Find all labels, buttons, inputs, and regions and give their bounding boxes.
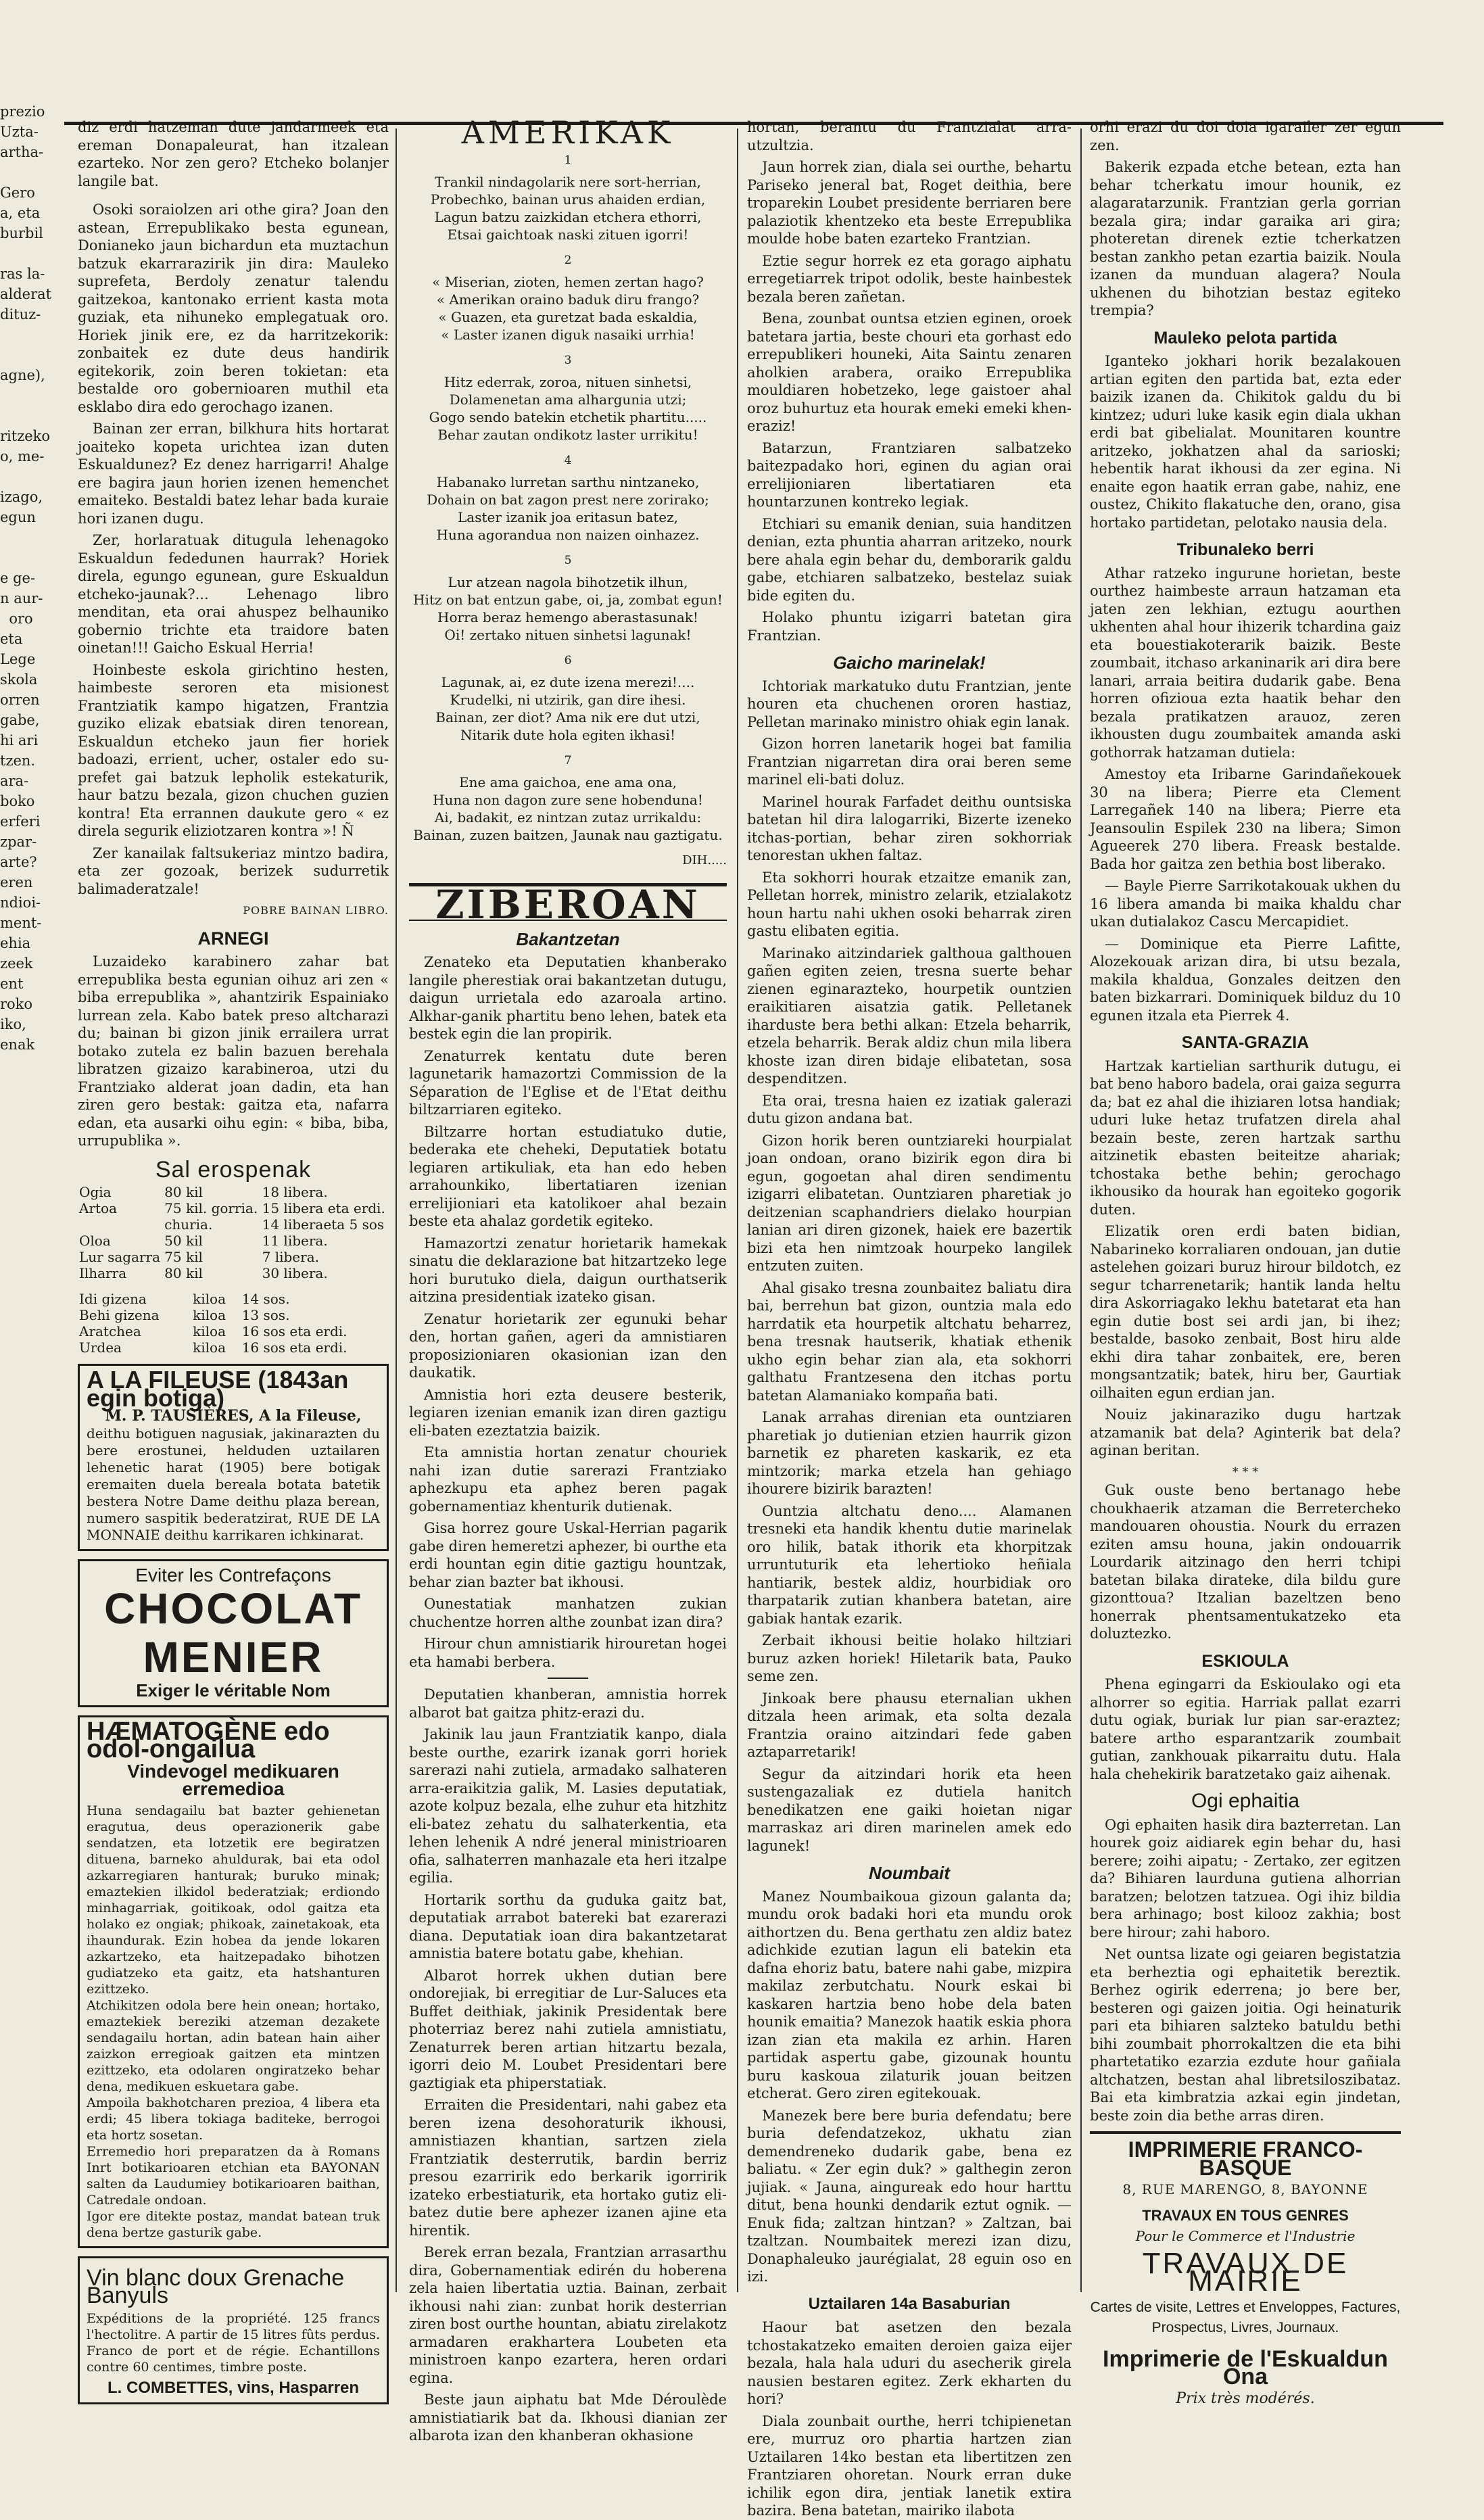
poem-stanza [409, 473, 727, 544]
poem-stanza [409, 173, 727, 243]
article-text: hortan, berantu du Frantzialat arra-utzultzia. [747, 119, 1072, 153]
article-text: Bakerik ezpada etche betean, ezta han behar tcherkatu imour hounik, ez alagaratarzunik. Frantzian gerla gorrian bezala gira; indar garaika ari gira; photeretan direnek eztie tcherkatzen bestan zankho petan ezartia baizik. Noula izanen da munduan alagera? Noula ukhenen du bihotzian bestaz egiteko trempia? [1090, 159, 1401, 318]
margin-fragment-line: eren [0, 874, 33, 890]
price-cell: 7 libera. [262, 1249, 319, 1265]
article-text: Gizon horren lanetarik hogei bat familia Frantzian nigarretan dira orai beren seme marinel eli-bati doluz. [747, 736, 1072, 788]
article-text: — Bayle Pierre Sarrikotakouak ukhen du 16 libera amanda bi maika khaldu char ukan dutialakoz Cascu Mercapidiet. [1090, 878, 1401, 930]
separator-stars: * * * [1232, 1465, 1259, 1479]
section-heading: Uztailaren 14a Basaburian [808, 2294, 1011, 2313]
section-heading: ARNEGI [197, 928, 269, 949]
price-cell: Behi gizena [79, 1307, 160, 1323]
poem-line: « Miserian, zioten, hemen zertan hago? [432, 273, 704, 290]
margin-fragment-line: o, me- [0, 448, 45, 465]
article-text: Beste jaun aiphatu bat Mde Déroulède amnistiatiarik bat da. Ikhousi dianian zer albarota izan den khanberan okhasione [409, 2392, 727, 2444]
article-text: Diala zounbait ourthe, herri tchipienetan ere, murruz oro phartia hartzen zian Uztailaren 14ko bestan eta libertitzen zen Frantziaren ohoretan. Nourk erran duke ichilik egon dira, jentiak lanetik extira bazira. Bena batetan, mairiko ilabota [747, 2412, 1072, 2519]
column-divider [737, 128, 738, 2292]
poem-line: Nitarik dute hola egiten ikhasi! [460, 726, 675, 743]
ad-text: Igor ere ditekte postaz, mandat batean truk dena bertze gasturik gabe. [87, 2208, 380, 2240]
margin-fragment-line: a, eta [0, 205, 41, 221]
section-heading: Sal erospenak [155, 1156, 312, 1183]
margin-fragment-line: Gero [0, 185, 35, 201]
margin-fragment-line: roko [0, 996, 33, 1012]
price-row [78, 1200, 389, 1216]
price-cell: Aratchea [79, 1323, 141, 1339]
poem-line: Bainan, zer diot? Ama nik ere dut utzi, [435, 709, 700, 726]
margin-fragment-line: hi ari [0, 732, 39, 748]
ad-title: IMPRIMERIE FRANCO-BASQUE [1128, 2137, 1363, 2180]
margin-fragment-line [0, 325, 54, 345]
poem-stanza [409, 573, 727, 644]
ad-title: Vin blanc doux Grenache Banyuls [87, 2264, 345, 2308]
ad-subtitle: M. P. TAUSIÈRES, A la Fileuse, [105, 1407, 362, 1425]
poem-signature: DIH..... [682, 853, 727, 867]
margin-fragment-line: dituz- [0, 306, 41, 323]
poem-line: Behar zautan ondikotz laster urrikitu! [437, 426, 698, 443]
column-1 [78, 118, 389, 2397]
section-heading: Mauleko pelota partida [1153, 328, 1337, 348]
price-cell: kiloa [193, 1291, 226, 1307]
price-row [78, 1339, 389, 1356]
article-text: Guk ouste beno bertanago hebe choukhaerik atzaman die Berretercheko mandouaren ohoustia. Nourk du errazen eziten amsu houna, jakin ondouarrik Lourdarik aitzinago den herri tchipi batetan bilaka dirateke, dila bildu gure gizonttoua? Itzalian bazeltzen beno honerrak phentsamentukatzeko eta doluztezko. [1090, 1482, 1401, 1642]
article-text: Amnistia hori ezta deusere besterik, legiaren izenian emanik izan diren gaztigu eli-baten ezeztatzia baizik. [409, 1386, 727, 1439]
article-text: Albarot horrek ukhen dutian bere ondorejiak, bi erregitiar de Lur-Saluces eta Buffet deithiak, jakinik Presidentak bere photerriaz berez nahi zutiela amnistiatu, Zenaturrek beren artian hitzartu bezala, igorri deio M. Loubet Presidentari bere gaztigiak eta phiperstatiak. [409, 1967, 727, 2091]
poem-line: Horra beraz hemengo aberastasunak! [437, 609, 698, 625]
section-heading: ESKIOULA [1201, 1651, 1289, 1671]
price-cell: churia. [164, 1216, 213, 1233]
section-heading: Gaicho marinelak! [833, 652, 986, 673]
article-text: Marinako aitzindariek galthoua galthouen gañen egiten zeien, tresna suerte behar zienen eginarazteko, hourpetik ountzien eraikitiaren aisatzia gatik. Pelletanek iharduste bera bethi alkan: Etzela beharrik, etzela beharrik. Berak aldiz chun mila libera khoste izan diren bidaje elibatetan, sosa despenditzen. [747, 945, 1072, 1087]
ad-title: TRAVAUX DE MAIRIE [1142, 2246, 1349, 2298]
article-text: Ogi ephaiten hasik dira bazterretan. Lan hourek goiz aidiarek egin behar du, hasi berere; zoihi aipatu; - Zertako, zer egitzen da? Bihiaren laurduna gutienа alhorrian baratzen; belotzen tatzuea. Ogi ihiz bildia bera arhinago; bost kilooz zakhia; bost bere hirour; zahi haboro. [1090, 1816, 1401, 1941]
poem-line: Dolamenetan ama alhargunia utzi; [449, 391, 687, 408]
price-cell: Ogia [79, 1184, 112, 1200]
poem-line: Laster izanik joa eritasun batez, [457, 508, 679, 525]
section-heading: Ogi ephaitia [1191, 1790, 1300, 1812]
article-text: Zerbait ikhousi beitie holako hiltziari buruz azken horiek! Hiletarik bata, Pauko seme zen. [747, 1632, 1072, 1684]
margin-fragment-line: ndioi- [0, 895, 41, 911]
margin-fragment-line: n aur- [0, 590, 43, 607]
chocolat-menier-ad [78, 1559, 389, 1707]
poem-stanza [409, 273, 727, 343]
poem-line: Hitz on bat entzun gabe, oi, ja, zombat egun! [413, 591, 723, 608]
price-cell: Oloa [79, 1233, 111, 1249]
article-text: Nouiz jakinaraziko dugu hartzak atzamanik bat dela? Aginterik bat dela? aginan beritan. [1090, 1406, 1401, 1458]
ad-text: Erremedio hori preparatzen da à Romans Inrt botikarioaren etchian eta BAYONAN salten da Laudumiey botikarioaren baithan, Catredale ondoan. [87, 2143, 380, 2208]
ad-title: CHOCOLAT [104, 1584, 362, 1633]
price-cell: 80 kil [164, 1265, 203, 1281]
margin-fragment-line: ritzeko [0, 428, 51, 444]
margin-fragment-line [0, 385, 54, 406]
ad-signature: L. COMBETTES, vins, Hasparren [107, 2378, 360, 2397]
article-text: Jinkoak bere phausu eternalian ukhen ditzala heen arimak, eta solta dezala Frantzia oraino aitzindari fede gaben aztaparretarik! [747, 1690, 1072, 1760]
margin-fragment-line [0, 345, 54, 365]
article-text: Elizatik oren erdi baten bidian, Nabarineko korraliaren ondouan, jan dutie astelehen goizari buruz hirour bildotch, ez segur tcharrenetarik; hantik landa heltu dira Askorriagako lekhu batetarat eta han egin dutie bost sei ardi jan, bi ihez; bestalde, basoko zenbait, Bost hiru alde ekhi dira tahar zonbaitek, ere, beren mongsantzatik; batek, hiru ber, Gaurtiak oilhaiten egun erdian jan. [1090, 1223, 1401, 1401]
price-cell: 13 sos. [241, 1307, 290, 1323]
price-cell: 18 libera. [262, 1184, 328, 1200]
margin-fragment-line: erferi [0, 813, 41, 830]
margin-fragment-line: skola [0, 671, 38, 688]
article-text: Osoki soraiolzen ari othe gira? Joan den astean, Errepublikako besta egunean, Donianeko jaun bichardun eta muztachun batzuk ekarrarazirik jin dira: Mauleko suprefeta, Berdoly zenatur talendu gaitzekoa, kantonako errient kasta mota guziak, eta nihuneko emplegatuak oro. Horiek jinik ere, ez da harritzekorik: zonbaitek ez dute deus handirik egitekorik, zoin beren tokietan: eta bestalde oro gobernioaren muthil eta esklabo dira edo gerochago izanen. [78, 201, 389, 415]
ad-text: Atchikitzen odola bere hein onean; hortako, emaztekiek bereziki atzeman dezakete sendagailu hortan, adin batean hain aiher zaizkon erregioak gaitzen eta mintzen ezittzeko, eta odolaren ongiratzeko behar dena, medikuen eskuetara gabe. [87, 1997, 380, 2094]
margin-fragment-line [0, 548, 54, 568]
price-cell: kiloa [193, 1323, 226, 1339]
left-margin-fragment [0, 101, 54, 1589]
price-row [78, 1307, 389, 1323]
ad-text: Expéditions de la propriété. 125 francs l'hectolitre. A partir de 15 litres fûts perdus. Franco de port et de régie. Echantillons contre 60 centimes, timbre poste. [87, 2310, 380, 2375]
price-row [78, 1184, 389, 1200]
article-text: Jaun horrek zian, diala sei ourthe, behartu Pariseko jeneral bat, Roget deithia, bere troparekin Loubet presidente berriaren bere palaziotik khentzeko eta beste Errepublika moulde hobe baten ezarteko Frantzian. [747, 159, 1072, 247]
article-text: Ountzia altchatu deno.... Alamanen tresneki eta handik khentu dutie marinelak oro hilik, batak ithorik eta khorpitzak urruntuturik eta lehertioko heñiala hantiarik, bestek aldiz, hourbidiak oro tharpatarik zutian khanbera batetan, aire gabiak hantak ezarik. [747, 1502, 1072, 1627]
article-text: Eta amnistia hortan zenatur chouriek nahi izan dutie sarerazi Frantziako aphezkupu eta aphez beren pagak gobernamentiaz khenturik dutienak. [409, 1444, 727, 1515]
divider [1090, 2131, 1401, 2134]
ad-text: Cartes de visite, Lettres et Enveloppes, Factures, Prospectus, Livres, Journaux. [1090, 2299, 1401, 2335]
article-text: Zenaturrek kentatu dute beren lagunetarik hamazortzi Commission de la Séparation de l'Eglise et de l'Etat deithu biltzarriaren egiteko. [409, 1047, 727, 1118]
article-text: Eta orai, tresna haien ez izatiak galerazi dutu gizon andana bat. [747, 1092, 1072, 1126]
ad-text: Huna sendagailu bat bazter gehienetan eragutua, deus operazionerik gabe sendatzen, eta lotzetik ere begiratzen dituena, barneko ahuldurak, bai eta odol azkarregiaren hanturak; buruko minak; emaztekien ilkidol bederatziak; erdiondo minhagarriak, goitikoak, odol gaitza eta holako ez ongiak; phikoak, zainetakoak, eta ihaundurak. Ezin hobea da jende lokaren azkartzeko, eta haitzepadako bihotzen gudiatzeko eta gaitz, eta hatshanturen ezittzeko. [87, 1803, 380, 1997]
poem-line: Oi! zertako nituen sinhetsi lagunak! [444, 626, 692, 643]
article-text: orhi erazi du doi doia igarailer zer egun zen. [1090, 119, 1401, 153]
poem-stanza [409, 673, 727, 744]
article-text: Zenatur horietarik zer egunuki behar den, hortan gañen, ageri da amnistiaren proposizioniaren okasionian izan den daukatik. [409, 1310, 727, 1381]
price-row [78, 1291, 389, 1307]
section-heading: Bakantzetan [516, 928, 620, 949]
article-text: Holako phuntu izigarri batetan gira Frantzian. [747, 609, 1072, 644]
ad-text: TRAVAUX EN TOUS GENRES [1142, 2206, 1349, 2224]
poem-line: « Guazen, eta guretzat bada eskaldia, [438, 308, 698, 325]
article-text: — Dominique eta Pierre Lafitte, Alozekouak arizan dira, bi utsu bezala, makila khaldua, Gonzales deitzen den baten bizkarrari. Dominiquek bilduz du 10 egunen itzala eta Pierrek 4. [1090, 935, 1401, 1024]
price-table [78, 1291, 389, 1356]
poem-line: Etsai gaichtoak naski zituen igorri! [447, 226, 689, 243]
poem-line: Probechko, bainan urus ahaiden erdian, [430, 191, 706, 208]
margin-fragment-line: egun [0, 509, 36, 525]
ad-title: Imprimerie de l'Eskualdun Ona [1103, 2346, 1388, 2390]
poem-line: Gogo sendo batekin etchetik phartitu..... [429, 408, 707, 425]
article-text: Athar ratzeko ingurune horietan, beste ourthez haimbeste arraun hatzaman eta jaten zen lekhian, eztugu aourthen ukhenten ahal hour ihizerik tchardina gaiz eta bouestiakoterarik baizik. Beste zoumbait, itchaso arkaninarik ari dira bere lanari, arraia beitira dudarik gabe. Bena horren ofizioua ezta haatik behar den bezala pratikatzen arauoz, zeren ikhousten dugu zoumbaitek amanda aski gothorrak hatzaman dutiela: [1090, 565, 1401, 761]
article-text: Eztie segur horrek ez eta gorago aiphatu erregetiarrek tripot odolik, beste hainbestek bezala beren zañetan. [747, 252, 1072, 305]
poem-line: Dohain on bat zagon prest nere zorirako; [427, 491, 709, 508]
article-text: Etchiari su emanik denian, suia handitzen denian, ezta phuntia aharran aritzeko, nourk bere ahala egin behar du, demborarik galdu gabe, etchiaren salbatzeko, bestelaz suiak bide egiten du. [747, 515, 1072, 604]
margin-fragment-line: ara- [0, 773, 29, 789]
article-text: Biltzarre hortan estudiatuko dutie, bederaka ete cheheki, Deputatiek botatu legiaren artikuliak, eta han edo heben arrahounkiko, libertatiaren izenian errelijioniari eta katolikoer ahal bezain beste eta ahalaz gordetik egiteko. [409, 1123, 727, 1229]
article-text: Iganteko jokhari horik bezalakouen artian egiten den partida bat, ezta eder baizik izanen da. Chikitok galdu du bi kintzez; uduri luke kasik egin diala ukhan erdi bat gibelialat. Mounitaren kountre aritzeko, jokhatzen ahal da sarioski; hebentik harat ikhousi da zer egina. Ni enaite egon haatik erran gabe, nahiz, ene oustez, Chikito flakatuche den, orano, gisa hortako partidetan, pelotako nausia dela. [1090, 353, 1401, 531]
margin-fragment-line: alderat [0, 286, 52, 302]
poem-line: Lagun batzu zaizkidan etchera ethorri, [434, 208, 702, 225]
article-text: Berek erran bezala, Frantzian arrasarthu dira, Gobernamentiak edirén du hoberena zela haien libertatia uztia. Bainan, zerbait ikhousi nahi zian: zunbat horik desterrian ziren bost ourthe hountan, abiatu zirelakotz armadaren erakhartera Loubeten eta ministroen kanpo ezartera, heren ordari egina. [409, 2244, 727, 2386]
ad-subtitle: Vindevogel medikuaren erremedioa [127, 1760, 339, 1799]
price-cell: 16 sos eta erdi. [241, 1339, 348, 1356]
poem-line: Trankil nindagolarik nere sort-herrian, [435, 173, 701, 190]
price-row [78, 1265, 389, 1281]
article-text: Marinel hourak Farfadet deithu ountsiska batetan hil dira lalogarriki, Bizerte izeneko itchas-portian, behar ziren sokhorriak tenorestan ukhen faltaz. [747, 793, 1072, 863]
margin-fragment-line: enak [0, 1037, 35, 1053]
article-text: Ichtoriak markatuko dutu Frantzian, jente houren eta chuchenen ororen hastiaz, Pelletan marinako ministro ohiak egin lanak. [747, 677, 1072, 730]
poem-line: Krudelki, ni utzirik, gan dire ihesi. [450, 691, 686, 708]
poem-line: Hitz ederrak, zoroa, nituen sinhetsi, [444, 373, 692, 390]
column-4 [1090, 118, 1402, 2407]
poem: 1 Trankil nindagolarik nere sort-herrian, Probechko, bainan urus ahaiden erdian, Lagun batzu zaizkidan etchera ethorri, Etsai gaichtoak naski zituen igorri! 2 « Miserian, zioten, hemen zertan hago? « Amerikan oraino baduk diru frango? « Guazen, eta guretzat bada eskaldia, « Laster izanen diguk nasaiki urrhia! 3 Hitz ederrak, zoroa, nituen sinhetsi, Dolamenetan ama alhargunia utzi; Gogo sendo batekin etchetik phartitu..... Behar zautan ondikotz laster urrikitu! 4 Habanako lurretan sarthu nintzaneko, Dohain on bat zagon prest nere zorirako; Laster izanik joa eritasun batez, Huna agorandua non naizen oinhazez. 5 Lur atzean nagola bihotzetik ilhun, Hitz on bat entzun gabe, oi, ja, zombat egun! Horra beraz hemengo aberastasunak! Oi! zertako nituen sinhetsi lagunak! 6 Lagunak, ai, ez dute izena merezi!.... Krudelki, ni utzirik, gan dire ihesi. Bainan, zer diot? Ama nik ere dut utzi, Nitarik dute hola egiten ikhasi! 7 Ene ama gaichoa, ene ama ona, Huna non dagon zure sene hobenduna! Ai, badakit, ez nintzan zutaz urrikaldu: Bainan, zuzen baitzen, Jaunak nau gaztigatu. [409, 151, 727, 844]
article-text: Luzaideko karabinero zahar bat errepublika besta egunian oihuz ari zen « biba errepublika », ahantzirik Espainiako lurrean zela. Kabo batek preso altcharazi du; bainan bi gizon jinik errailera urrat botako zutela ez balin bazuen berehala libratzen gizaizo karabineroa, utzi du Frantziako alderat joan dadin, eta han ziren gero bestak: gaitza eta, nafarra edan, eta ausarki oihu egin: « biba, biba, urrupublika ». [78, 953, 389, 1149]
margin-fragment-line: oro [0, 611, 33, 627]
margin-fragment-line: izago, [0, 489, 43, 505]
price-cell: 16 sos eta erdi. [241, 1323, 348, 1339]
article-text: Hirour chun amnistiarik hirouretan hogei eta hamabi berbera. [409, 1636, 727, 1670]
article-text: Ounestatiak manhatzen zukian chuchentze horren althe zounbat izan dira? [409, 1596, 727, 1630]
price-cell: 30 libera. [262, 1265, 328, 1281]
article-text: Jakinik lau jaun Frantziatik kanpo, diala beste ourthe, ezarirk izanak gorri horiek sarerazi nahi zutiela, armadako salhateren arra-eraikitzia galik, M. Lasies deputatiak, azote kolpuz bezala, elhe zuhur eta hitzhitz eli-batez zehatu du salhaterkentia, eta lehen lehenik A ndré jeneral ministrioaren ofia, salhaterren manhazale eta heri itzalpe egilia. [409, 1726, 727, 1886]
margin-fragment-line [0, 467, 54, 487]
margin-fragment-line: iko, [0, 1016, 26, 1032]
margin-fragment-line [0, 406, 54, 426]
ad-address: 8, RUE MARENGO, 8, BAYONNE [1122, 2181, 1368, 2197]
ad-text: Prix très modérés. [1176, 2390, 1315, 2407]
price-table [78, 1184, 389, 1281]
price-cell: 75 kil. gorria. [164, 1200, 258, 1216]
vin-ad [78, 2256, 389, 2405]
column-divider [396, 128, 397, 2292]
poem-line: Ene ama gaichoa, ene ama ona, [458, 774, 677, 790]
margin-fragment-line: e ge- [0, 570, 36, 586]
article-text: Phena egingarri da Eskioulako ogi eta alhorrer so egitia. Harriak pallat ezarri dutu ogiak, buriak lur pian sar-eraztez; batere artho esparantzarik zoumbait gutian, zankhouak pikarraitu dutu. Hala hala chehekirik baratzetako gaiz aihenak. [1090, 1676, 1401, 1782]
article-text: Zenateko eta Deputatien khanberako langile pherestiak orai bakantzetan dutugu, daigun urrietala edo azaroala artino. Alkhar-ganik phartitu beno lehen, batek eta bestek egin die lan propirik. [409, 954, 727, 1042]
article-text: Gizon horik beren ountziareki hourpialat joan ondoan, orano bizirik egon dira bi egun, gogoetan ahal diren sendimentu izigarri elibatetan. Ountziaren pharetiak jo deitzenian scaphandriers dielako hourpian lanian ari diren gizonek, haiek ere bazertik bizi eta hen nimtzoak hourpeko langilek entzuten zuiten. [747, 1132, 1072, 1274]
poem-line: Habanako lurretan sarthu nintzaneko, [436, 473, 700, 490]
price-cell: 14 sos. [241, 1291, 290, 1307]
article-text: Hortarik sorthu da guduka gaitz bat, deputatiak arrabot batereki bat ezarerazi diana. Deputatiak ioan dira bakantzetarat amnistia batere botatu gabe, khehian. [409, 1891, 727, 1962]
price-cell: 11 libera. [262, 1233, 328, 1249]
article-text: Bena, zounbat ountsa etzien eginen, oroek batetara jartia, beste chouri eta gorhast edo errepublikeri houneki, Aita Saintu zenaren aholkien arabera, oraiko Errepublika mouldiaren hobetzeko, lege gaistoer ahal oroz buhurtuz eta hourak emeki emeki khen-eraziz! [747, 310, 1072, 434]
article-text: Haour bat asetzen den bezala tchostakatzeko emaiten deroien gaiza eijer bezala, hala hala uduri du asecherik girela nausien bestaren egitez. Zerk ekharten du hori? [747, 2319, 1072, 2407]
article-text: Segur da aitzindari horik eta heen sustengazaliak ez dutiela hanitch benedikatzen ene gaiki hoietan nigar marraskaz ari diren marinelen amek edo lagunek! [747, 1765, 1072, 1854]
margin-fragment-line: zpar- [0, 834, 37, 850]
ad-text: deithu botiguen nagusiak, jakinarazten du bere erostunei, helduden uztailaren lehenetic harat (1905) bere botigak eremaiten duela bereala botata batetik bestera Notre Dame deithu plaza berean, numero saspitik bederatzirat, RUE DE LA MONNAIE deithu karrikaren ichkinarat. [87, 1425, 380, 1543]
price-row [78, 1249, 389, 1265]
article-text: Zer, horlaratuak ditugula lehenagoko Eskualdun fededunen haurrak? Horiek direla, egungo egunean, gure Eskualdun etcheko-jaunak?... Lehenago libro menditan, eta orai ahuspez belhauniko gobernio trichte eta traidore baten oinetan!!! Gaicho Eskual Herria! [78, 532, 389, 656]
price-cell [78, 1216, 163, 1233]
margin-fragment-line [0, 527, 54, 548]
price-cell: Ilharra [79, 1265, 127, 1281]
fileuse-ad [78, 1364, 389, 1551]
price-cell: 15 libera eta erdi. [262, 1200, 385, 1216]
article-text: Deputatien khanberan, amnistia horrek albarot bat gaitza phitz-erazi du. [409, 1686, 727, 1721]
column-2 [409, 114, 727, 2444]
ad-title: A LA FILEUSE (1843an egin botiga) [87, 1366, 349, 1412]
price-cell: kiloa [193, 1307, 226, 1323]
article-text: Amestoy eta Iribarne Garindañekouek 30 na libera; Pierre eta Clement Larregañek 140 na libera; Pierre eta Jeansoulin Espilek 230 na libera; Simon Agueerek 270 libera. Freask bestalde. Bada hor gaitza zen bethia bost liberako. [1090, 766, 1401, 872]
margin-fragment-line: gabe, [0, 712, 40, 728]
article-text: Zer kanailak faltsukeriaz mintzo badira, eta zer gozoak, berizek sudurretik balimaderatzale! [78, 845, 389, 897]
section-banner: ZIBEROAN [409, 883, 727, 921]
poem-line: Ai, badakit, ez nintzan zutaz urrikaldu: [434, 809, 702, 826]
ad-text: Eviter les Contrefaçons [135, 1564, 331, 1586]
poem-title: AMERIKAK [461, 114, 675, 151]
ad-text: Exiger le véritable Nom [136, 1680, 331, 1701]
poem-line: Lur atzean nagola bihotzetik ilhun, [448, 573, 688, 590]
section-heading: Noumbait [869, 1863, 950, 1883]
article-signature: POBRE BAINAN LIBRO. [243, 904, 389, 917]
article-text: Bainan zer erran, bilkhura hits hortarat joaiteko kopeta urichtea izan duten Eskualdunez? Ez denez harrigarri! Ahalge ere bagira jaun horien izenen hemenchet emaiteko. Bestaldi batez lehar bada kuraie hori izanen dugu. [78, 421, 389, 527]
article-text: Batarzun, Frantziaren salbatzeko baitezpadako hori, eginen du agian orai errelijioniaren libertatiaren eta hountarzunen kontreko legiak. [747, 439, 1072, 510]
margin-fragment-line: tzen. [0, 753, 36, 769]
margin-fragment-line: ment- [0, 915, 42, 931]
column-3 [747, 118, 1072, 2519]
margin-fragment-line [0, 162, 54, 183]
margin-fragment-line: orren [0, 692, 40, 708]
price-row [78, 1216, 389, 1233]
margin-fragment-line: ras la- [0, 266, 45, 282]
margin-fragment-line: boko [0, 793, 35, 809]
article-text: Hamazortzi zenatur horietarik hamekak sinatu die deklarazione bat hitzartzeko lege hori burutuko diela, daigun ourthatserik aitzina presidentiak izateko gisan. [409, 1235, 727, 1305]
price-cell: Urdea [79, 1339, 122, 1356]
margin-fragment-line: ent [0, 976, 24, 992]
poem-line: Huna agorandua non naizen oinhazez. [436, 526, 700, 543]
price-cell: Idi gizena [79, 1291, 147, 1307]
imprimerie-ad [1090, 2137, 1401, 2408]
margin-fragment-line: arte? [0, 854, 37, 870]
margin-fragment-line: eta [0, 631, 23, 647]
price-cell: kiloa [193, 1339, 226, 1356]
article-text: Hoinbeste eskola girichtino hesten, haimbeste seroren eta misionest Frantziatik kampo higatzen, Frantzia guziko elizak ebatsiak diren tenorean, Eskualdun etcheko jaun fier horiek badoazi, errient, ucher, ostaler edo su-prefet gai batzuk lepholik estekaturik, haur batzu bezala, gizon chuchen guzien kontra! Eta errannen daukute gero « ez direla segurik eliziotzaren kontra »! Ñ [78, 661, 389, 839]
poem-line: Huna non dagon zure sene hobenduna! [433, 791, 703, 808]
margin-fragment-line: prezio [0, 103, 45, 120]
article-text: Manezek bere bere buria defendatu; bere buria defendatzekoz, ukhatu zian demendreneko dudarik gabe, bena ez baliatu. « Zer egin duk? » galthegin zeron jujiak. « Jauna, aingureak edo hour harttu ditut, bena hounki dendarik eztut ognik. — Enuk fida; zaltzan hintzan? » Zaltzan, bai tzaltzan. Noumbaitek merezi izan dizu, Donaphaleuko jaurégialat, 28 eguin oso en izi. [747, 2107, 1072, 2285]
price-cell: 75 kil [164, 1249, 203, 1265]
article-text: diz erdi hatzeman dute jandarmeek eta ereman Donapaleurat, han itzalean ezarteko. Nor zen gero? Etcheko bolanjer langile bat. [78, 119, 389, 189]
section-heading: Tribunaleko berri [1176, 540, 1314, 559]
margin-fragment-line: Uzta- [0, 124, 39, 140]
price-cell: 80 kil [164, 1184, 203, 1200]
article-text: Eta sokhorri hourak etzaitze emanik zan, Pelletan horrek, ministro zelarik, etzialakotz houn hartu nahi ukhen osoki beharrak ziren gastu elibaten egitia. [747, 869, 1072, 939]
price-row [78, 1323, 389, 1339]
article-text: Erraiten die Presidentari, nahi gabez eta beren izena desohoraturik ikhousi, amnistiazen khantian, sartzen ziela Frantziatik desterrutik, bardin berriz presou ezarririk edo berkarik igorririk izateko erbestiaturik, eta hortako gutiz eli-batez dutie bere aphezer izanen ajine eta hirentik. [409, 2097, 727, 2239]
price-cell: Artoa [79, 1200, 118, 1216]
ad-title: HÆMATOGÈNE edo odol-ongailua [87, 1717, 330, 1763]
column-divider [1080, 128, 1082, 2292]
margin-fragment-line [0, 243, 54, 264]
poem-line: « Amerikan oraino baduk diru frango? [436, 291, 700, 308]
margin-fragment-line: ehia [0, 935, 31, 951]
price-row [78, 1233, 389, 1249]
ad-text: Ampoila bakhotcharen prezioa, 4 libera eta erdi; 45 libera tokiaga baditeke, berrogoi eta hortz sosetan. [87, 2095, 380, 2143]
article-text: Hartzak kartielian sarthurik dutugu, ei bat beno haboro badela, orai gaiza segurra da; bat ez ahal die ihiziaren lotsa handiak; uduri luke hetaz trufatzen direla ahal bezain beste, zeren hartzak sarthu aitzinetik ebasten beiteitze ahariak; tchostaka bethe behin; gerochago ikhousiko da hourak han egoiteko gogorik duten. [1090, 1057, 1402, 1218]
price-cell: 14 liberaeta 5 sos [262, 1216, 385, 1233]
margin-fragment-line: zeek [0, 955, 33, 972]
section-heading: SANTA-GRAZIA [1181, 1033, 1310, 1052]
hematogene-ad [78, 1715, 389, 2248]
article-text: Ahal gisako tresna zounbaitez baliatu dira bai, berrehun bat gizon, ountzia mala edo harrdatik eta hourpetik altchatu beharrez, bena tresnak hautserik, khatiak ethenik ukho egin behar zian ala, eta sokhorri galthatu Frantzesena den itchas portu batetan Alamaniako kompaña bati. [747, 1279, 1072, 1404]
article-text: Manez Noumbaikoua gizoun galanta da; mundu orok badaki hori eta mundu orok aithortzen du. Bena gerthatu zen aldiz batez adichkide ezutian lagun eli batekin eta dafna ehoriz batu, batere nahi gabe, mizpira makilaz zerbutchatu. Nourk eskai bi kaskaren hartzia beno hobe dela baten hounik emaitia? Manezok haatik eskia phora izan zian eta makila ez arhin. Haren partidak aspertu gabe, gizounak hountu buru kaskoua zilaturik jouan beitzen etcherat. Gero ziren egitekouak. [747, 1888, 1072, 2101]
margin-fragment-line: Lege [0, 651, 36, 667]
price-cell: Lur sagarra [79, 1249, 161, 1265]
article-text: Lanak arrahas direnian eta ountziaren pharetiak jo dutienian etzien haurrik gizon barnetik ez phareten kaskarik, ez eta mintzorik; marka etzela han gehiago ihourere bizirik barazten! [747, 1409, 1072, 1497]
margin-fragment-line: burbil [0, 225, 43, 241]
poem-line: Bainan, zuzen baitzen, Jaunak nau gaztigatu. [413, 826, 723, 843]
poem-stanza [409, 373, 727, 444]
poem-stanza [409, 774, 727, 844]
article-text: Net ountsa lizate ogi geiaren begistatzia eta berheztia ogi ephaitetik bereztik. Berhez ogirik ederrena; jo bere ber, besteren ogi gaizen joitia. Ogi heinaturik pari eta bihiaren salzteko batuldu bethi bihi zoumbait phorrokaltzen die eta bihi phartetatiko ezarzia ezdute hour gañiala altchatzen, bestan ahal libretsiloszibataz. Bai eta kimbratzia azkai egin jindetan, beste zoin dia bethe arras diren. [1090, 1946, 1401, 2124]
ad-text: Pour le Commerce et l'Industrie [1135, 2228, 1356, 2244]
ad-title: MENIER [143, 1633, 324, 1682]
poem-line: « Laster izanen diguk nasaiki urrhia! [441, 326, 695, 343]
divider [548, 1678, 588, 1679]
margin-fragment-line: artha- [0, 144, 44, 160]
article-text: Gisa horrez goure Uskal-Herrian pagarik gabe diren hemeretzi aphezer, bi ourthe eta erdi hountan egin ditie gaztigu hountzak, behar zian bazter bat ikhousi. [409, 1520, 727, 1590]
margin-fragment-line: agne), [0, 367, 45, 383]
poem-line: Lagunak, ai, ez dute izena merezi!.... [441, 673, 695, 690]
price-cell: 50 kil [164, 1233, 203, 1249]
